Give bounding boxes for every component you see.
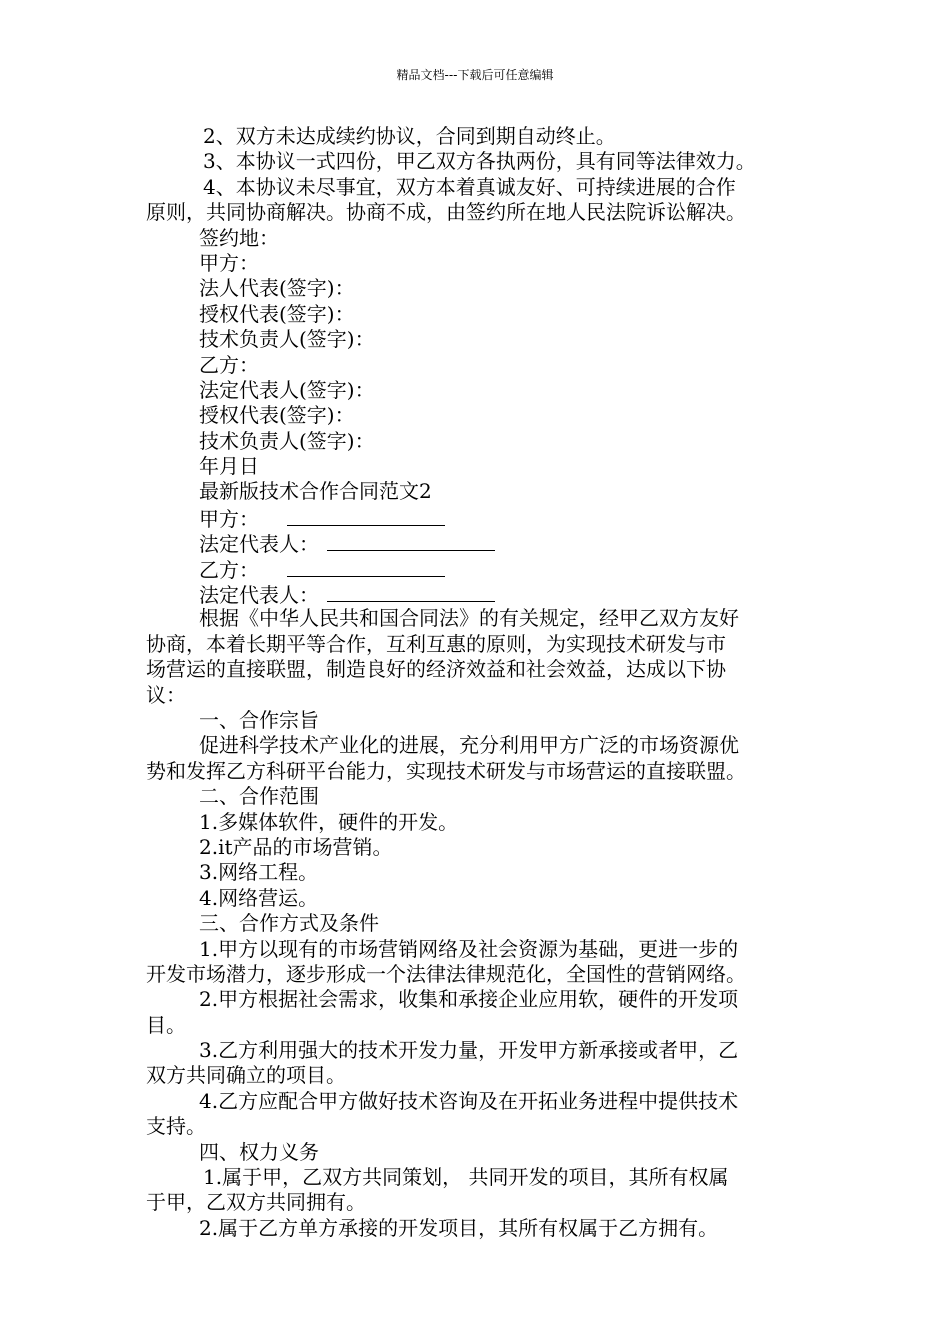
text-line [146,1114,810,1139]
text-line [146,226,810,251]
line-text: 一、合作宗旨 [199,707,319,732]
text-line [146,429,810,454]
line-text: 协商，本着长期平等合作，互利互惠的原则，为实现技术研发与市 [146,631,726,656]
text-line [146,1089,810,1114]
line-text: 势和发挥乙方科研平台能力，实现技术研发与市场营运的直接联盟。 [146,758,746,783]
line-text: 双方共同确立的项目。 [146,1063,346,1088]
text-line [146,810,810,835]
text-line [146,835,810,860]
line-text: 技术负责人(签字)： [199,428,375,453]
text-line [146,1216,810,1241]
text-line [146,1063,810,1088]
line-text: 年月日 [199,454,259,479]
text-line [146,1190,810,1215]
text-line [146,302,810,327]
line-text: 2.属于乙方单方承接的开发项目，其所有权属于乙方拥有。 [199,1215,719,1240]
line-text: 甲方： [199,250,259,275]
text-line [146,937,810,962]
text-line [146,784,810,809]
line-text: 四、权力义务 [199,1139,319,1164]
line-text: 3、本协议一式四份，甲乙双方各执两份，具有同等法律效力。 [203,149,756,174]
text-line [146,479,810,504]
text-line [146,327,810,352]
line-text: 甲方： [199,506,259,531]
line-text: 目。 [146,1012,186,1037]
line-text: 最新版技术合作合同范文2 [199,479,432,504]
fill-in-blank [327,581,495,602]
line-text: 法人代表(签字)： [199,276,355,301]
text-line [146,556,810,581]
text-line [146,632,810,657]
fill-in-blank [287,505,445,526]
line-text: 二、合作范围 [199,784,319,809]
line-text: 3.乙方利用强大的技术开发力量，开发甲方新承接或者甲，乙 [199,1038,739,1063]
text-line [146,353,810,378]
line-text: 乙方： [199,557,259,582]
fill-in-blank [287,556,445,577]
line-text: 签约地： [199,225,279,250]
text-line [146,733,810,758]
line-text: 原则，共同协商解决。协商不成，由签约所在地人民法院诉讼解决。 [146,200,746,225]
text-line [146,987,810,1012]
line-text: 场营运的直接联盟，制造良好的经济效益和社会效益，达成以下协 [146,657,726,682]
line-text: 1.甲方以现有的市场营销网络及社会资源为基础，更进一步的 [199,936,739,961]
text-line [146,378,810,403]
line-text: 乙方： [199,352,259,377]
text-line [146,581,810,606]
line-text: 议： [146,682,186,707]
text-line [146,657,810,682]
text-line [146,124,810,149]
line-text: 2.it产品的市场营销。 [199,834,393,859]
line-text: 法定代表人(签字)： [199,377,375,402]
page-header: 精品文档---下载后可任意编辑 [396,68,554,82]
line-text: 法定代表人： [199,583,319,608]
line-text: 1.多媒体软件，硬件的开发。 [199,809,459,834]
line-text: 三、合作方式及条件 [199,911,379,936]
text-line [146,251,810,276]
line-text: 4.乙方应配合甲方做好技术咨询及在开拓业务进程中提供技术 [199,1088,739,1113]
text-line [146,886,810,911]
text-line [146,1038,810,1063]
text-line [146,530,810,555]
line-text: 3.网络工程。 [199,860,319,885]
text-line [146,962,810,987]
line-text: 4、本协议未尽事宜，双方本着真诚友好、可持续进展的合作 [203,174,736,199]
line-text: 授权代表(签字)： [199,301,355,326]
line-text: 4.网络营运。 [199,885,319,910]
text-line [146,1140,810,1165]
text-line [146,403,810,428]
fill-in-blank [327,530,495,551]
line-text: 支持。 [146,1114,206,1139]
text-line [146,911,810,936]
line-text: 于甲，乙双方共同拥有。 [146,1190,366,1215]
line-text: 2.甲方根据社会需求，收集和承接企业应用软，硬件的开发项 [199,987,739,1012]
text-line [146,860,810,885]
text-line [146,1013,810,1038]
text-line [146,175,810,200]
text-line [146,505,810,530]
text-line [146,454,810,479]
line-text: 法定代表人： [199,532,319,557]
line-text: 技术负责人(签字)： [199,327,375,352]
text-line [146,149,810,174]
text-line [146,276,810,301]
line-text: 开发市场潜力，逐步形成一个法律法律规范化，全国性的营销网络。 [146,961,746,986]
document-body [146,124,810,1241]
text-line [146,683,810,708]
line-text: 促进科学技术产业化的进展，充分利用甲方广泛的市场资源优 [199,733,739,758]
text-line [146,200,810,225]
text-line [146,1165,810,1190]
line-text: 授权代表(签字)： [199,403,355,428]
line-text: 根据《中华人民共和国合同法》的有关规定，经甲乙双方友好 [199,606,739,631]
text-line [146,759,810,784]
text-line [146,708,810,733]
text-line [146,606,810,631]
line-text: 2、双方未达成续约协议，合同到期自动终止。 [203,124,616,148]
line-text: 1.属于甲，乙双方共同策划， 共同开发的项目，其所有权属 [203,1165,729,1190]
